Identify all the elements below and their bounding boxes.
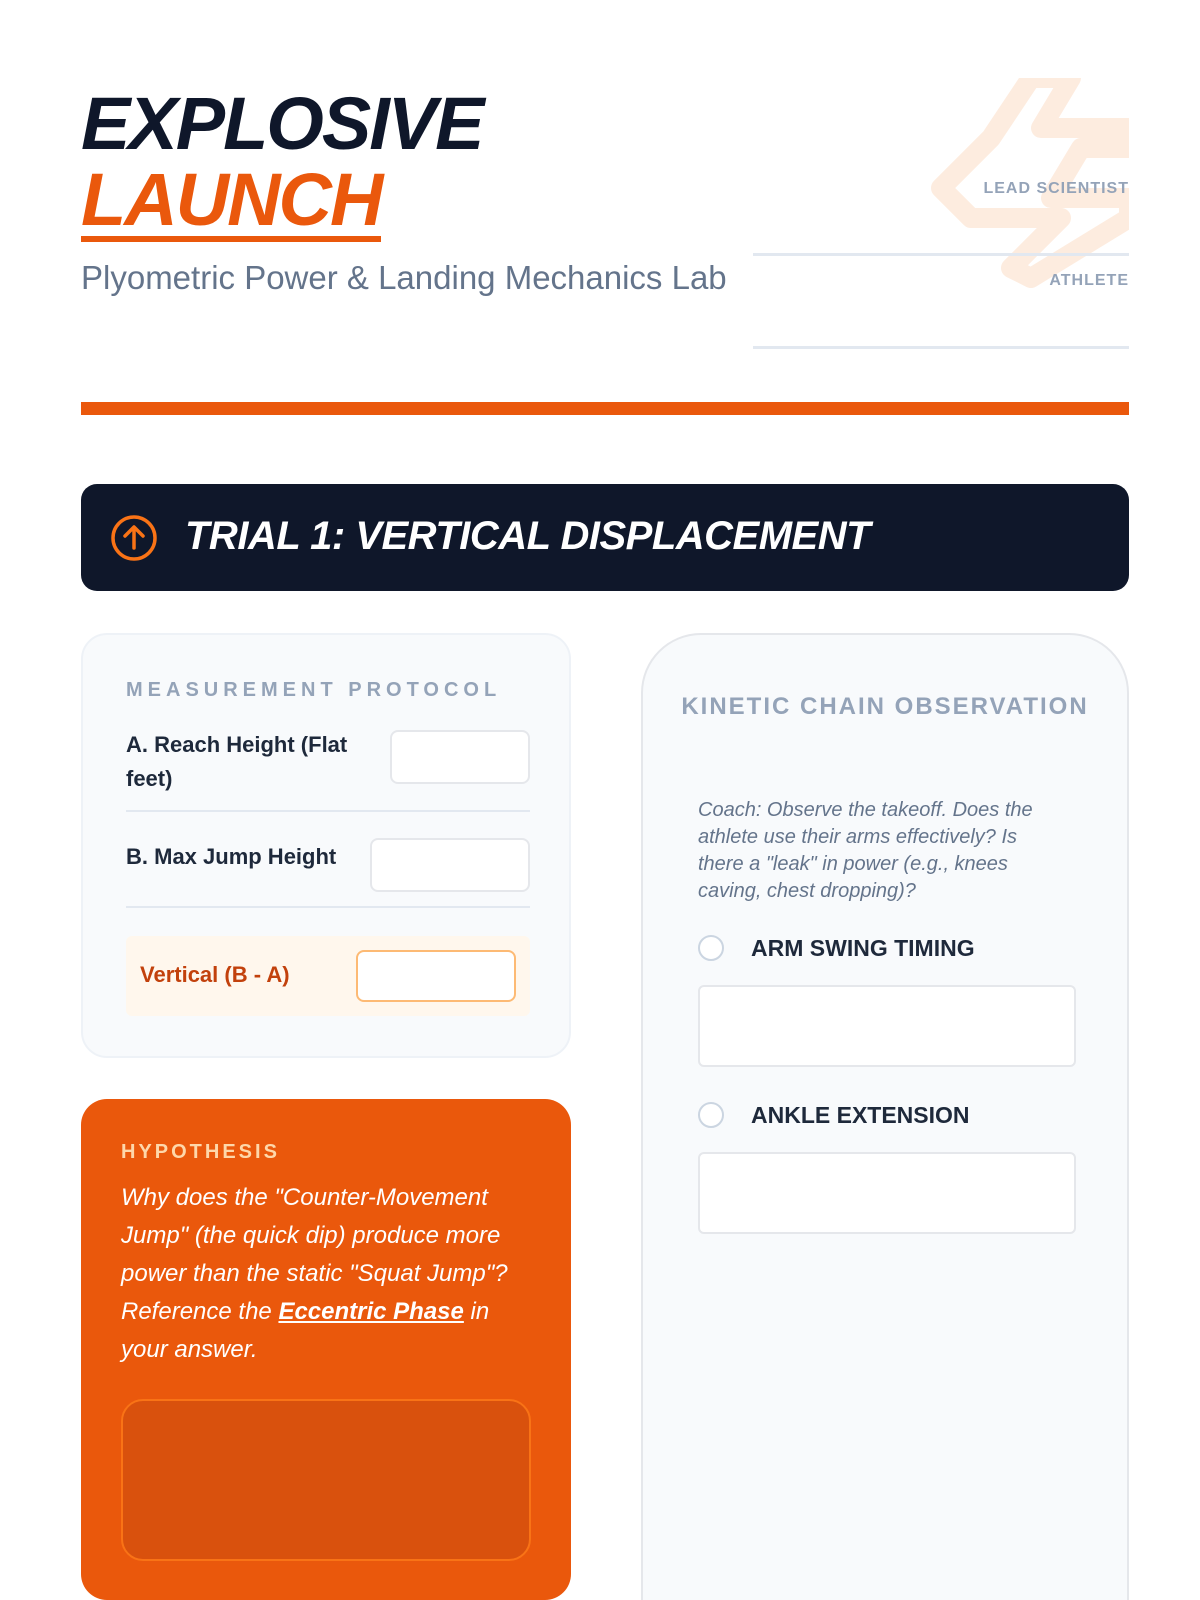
kinetic-chain-card [641, 633, 1129, 1600]
page-title [81, 84, 482, 242]
athlete-field[interactable] [753, 272, 1129, 349]
title-line-2: LAUNCH [81, 158, 382, 241]
hypothesis-text-after: in your answer. [121, 1298, 490, 1363]
vertical-result [126, 936, 530, 1016]
header-divider [81, 402, 1129, 415]
trial-title: TRIAL 1: VERTICAL DISPLACEMENT [185, 514, 871, 558]
measurement-card [81, 633, 571, 1058]
hypothesis-kicker: HYPOTHESIS [121, 1141, 280, 1163]
max-jump-input[interactable] [370, 838, 530, 892]
measurement-row [126, 840, 530, 908]
eccentric-phase-term: Eccentric Phase [278, 1298, 464, 1325]
kinetic-chain-title: KINETIC CHAIN OBSERVATION [681, 693, 1089, 720]
page-subtitle: Plyometric Power & Landing Mechanics Lab [81, 259, 727, 296]
hypothesis-prompt [121, 1179, 541, 1369]
measurement-kicker: MEASUREMENT PROTOCOL [126, 679, 502, 701]
reach-height-label: A. Reach Height (Flat feet) [126, 732, 348, 791]
max-jump-label: B. Max Jump Height [126, 844, 337, 869]
worksheet-page [81, 0, 1129, 1600]
measurement-row [126, 728, 530, 812]
hypothesis-text-before: Why does the "Counter-Movement Jump" (the quick dip) produce more power than the static "Squat Jump"? Reference the [121, 1184, 508, 1325]
vertical-result-label: Vertical (B - A) [140, 962, 290, 987]
arm-swing-input[interactable] [698, 985, 1076, 1067]
hypothesis-answer-box[interactable] [121, 1399, 531, 1561]
arm-swing-label: ARM SWING TIMING [751, 935, 975, 961]
arrow-up-circle-icon [109, 513, 159, 563]
coach-note: Coach: Observe the takeoff. Does the athlete use their arms effectively? Is there a "leak" in power (e.g., knees caving, chest dropping)? [698, 799, 1033, 902]
ankle-extension-radio[interactable] [698, 1102, 724, 1128]
ankle-extension-label: ANKLE EXTENSION [751, 1102, 970, 1128]
title-line-1: EXPLOSIVE [81, 82, 483, 165]
arm-swing-radio[interactable] [698, 935, 724, 961]
lead-scientist-field[interactable] [753, 180, 1129, 256]
hypothesis-card [81, 1099, 571, 1600]
trial-banner [81, 484, 1129, 591]
lead-scientist-label: LEAD SCIENTIST [983, 180, 1129, 197]
vertical-result-input[interactable] [356, 950, 516, 1002]
athlete-label: ATHLETE [1049, 272, 1129, 289]
reach-height-input[interactable] [390, 730, 530, 784]
ankle-extension-input[interactable] [698, 1152, 1076, 1234]
